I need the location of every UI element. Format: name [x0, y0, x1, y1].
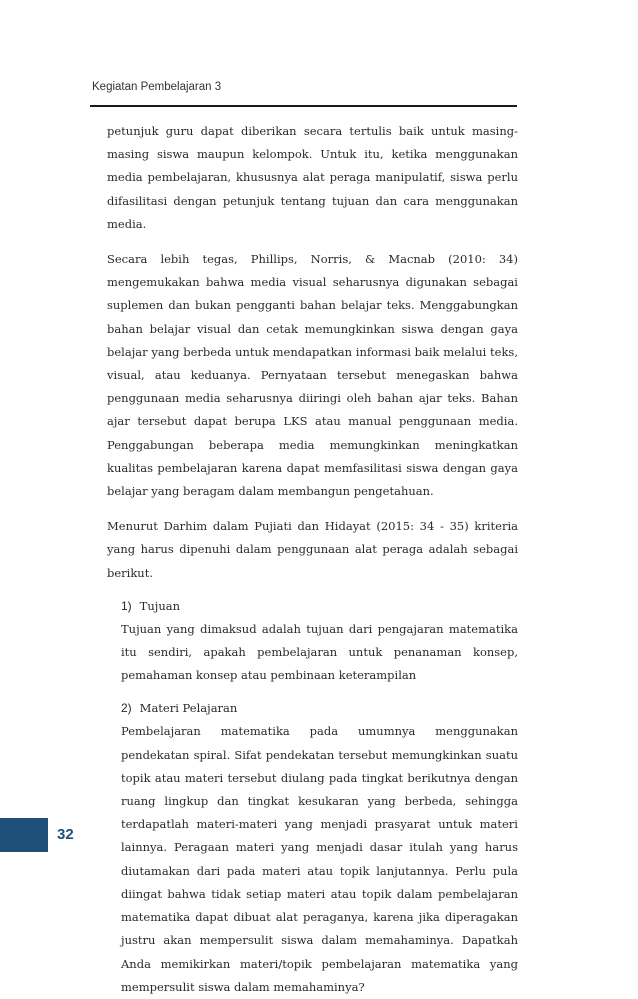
paragraph-1: petunjuk guru dapat diberikan secara tertulis baik untuk masing-masing siswa maupun kelompok. Untuk itu, ketika menggunakan media pembelajaran, khususnya alat peraga manipulatif, siswa perlu difasilitasi dengan petunjuk tentang tujuan dan cara menggunakan media. — [107, 124, 518, 231]
criteria-item-body: Tujuan yang dimaksud adalah tujuan dari pengajaran matematika itu sendiri, apakah pembelajaran untuk penanaman konsep, pemahaman konsep atau pembinaan keterampilan — [121, 621, 518, 683]
criteria-item-heading — [121, 595, 518, 618]
running-header: Kegiatan Pembelajaran 3 — [92, 81, 222, 93]
criteria-item-title: Materi Pelajaran — [139, 701, 238, 716]
paragraph-2: Secara lebih tegas, Phillips, Norris, & Macnab (2010: 34) mengemukakan bahwa media visual seharusnya digunakan sebagai suplemen dan bukan pengganti bahan belajar teks. Menggabungkan bahan belajar visual dan cetak memungkinkan siswa dengan gaya belajar yang berbeda untuk mendapatkan informasi baik melalui teks, visual, atau keduanya. Pernyataan tersebut menegaskan bahwa penggunaan media seharusnya diiringi oleh bahan ajar teks. Bahan ajar tersebut dapat berupa LKS atau manual penggunaan media. Penggabungan beberapa media memungkinkan meningkatkan kualitas pembelajaran karena dapat memfasilitasi siswa dengan gaya belajar yang beragam dalam membangun pengetahuan. — [107, 252, 518, 499]
criteria-item-tujuan — [121, 595, 518, 688]
criteria-item-number: 1) — [121, 598, 132, 613]
criteria-item-materi — [121, 697, 518, 998]
criteria-item-body: Pembelajaran matematika pada umumnya menggunakan pendekatan spiral. Sifat pendekatan tersebut memungkinkan suatu topik atau materi tersebut diulang pada tingkat berikutnya dengan ruang lingkup dan tingkat kesukaran yang berbeda, sehingga terdapatlah materi-materi yang menjadi prasyarat untuk materi lainnya. Peragaan materi yang menjadi dasar itulah yang harus diutamakan dari pada materi atau topik lanjutannya. Perlu pula diingat bahwa tidak setiap materi atau topik dalam pembelajaran matematika dapat dibuat alat peraganya, karena jika diperagakan justru akan mempersulit siswa dalam memahaminya. Dapatkah Anda memikirkan materi/topik pembelajaran matematika yang mempersulit siswa dalam memahaminya? — [121, 724, 518, 994]
paragraph-3: Menurut Darhim dalam Pujiati dan Hidayat (2015: 34 - 35) kriteria yang harus dipenuhi dalam penggunaan alat peraga adalah sebagai berikut. — [107, 519, 518, 580]
page-number-bar — [0, 818, 48, 852]
page-body — [107, 120, 518, 999]
criteria-item-number: 2) — [121, 701, 132, 716]
criteria-item-title: Tujuan — [139, 598, 180, 613]
criteria-item-heading — [121, 697, 518, 720]
page-number: 32 — [57, 826, 74, 843]
header-rule — [90, 105, 517, 107]
